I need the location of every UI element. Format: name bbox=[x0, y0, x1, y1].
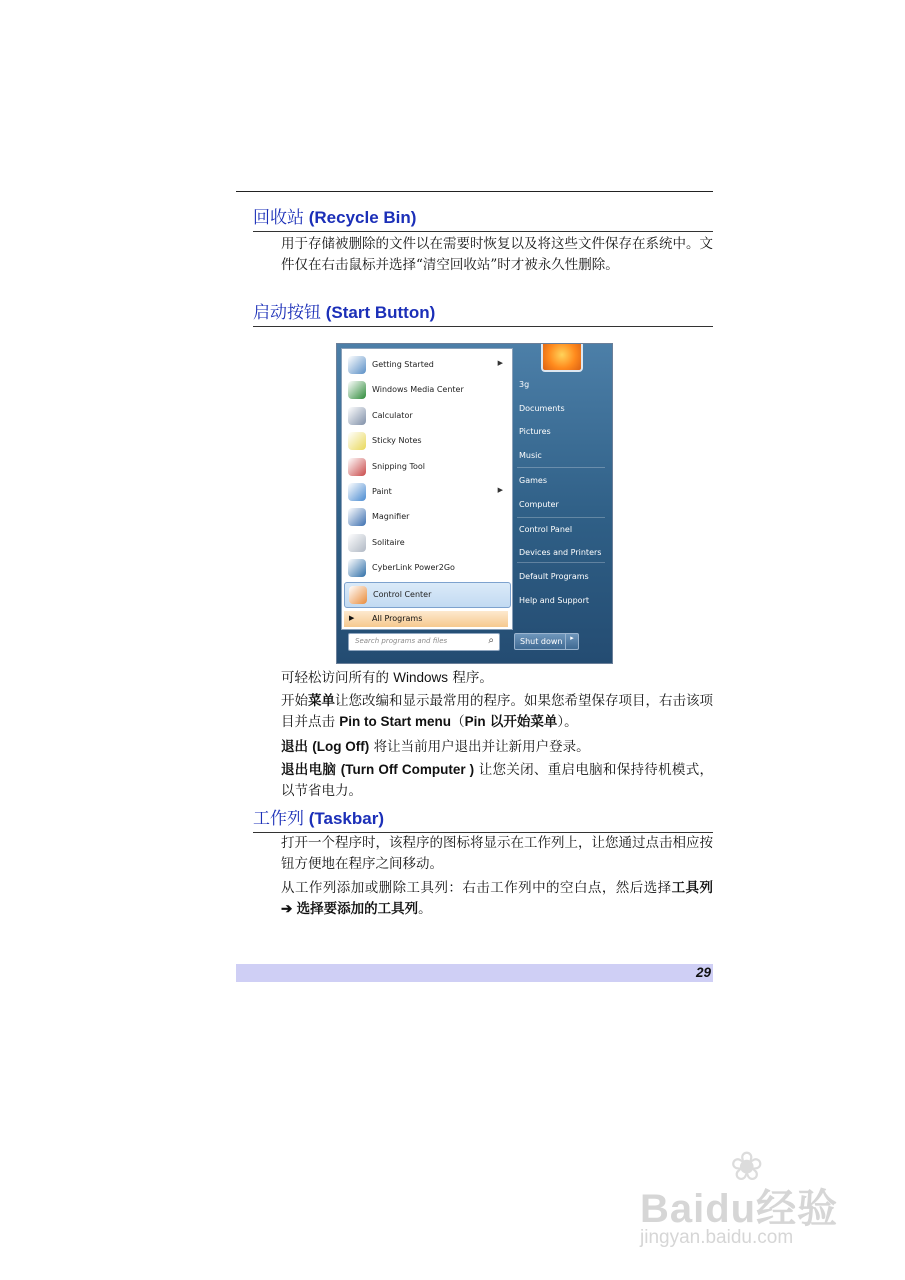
all-programs-label: All Programs bbox=[372, 614, 423, 623]
arrow-icon: ➔ bbox=[281, 900, 293, 917]
all-programs-button[interactable] bbox=[344, 611, 508, 627]
start-menu-programs-pane bbox=[341, 348, 513, 630]
search-placeholder: Search programs and files bbox=[355, 637, 448, 645]
title-cn: 回收站 bbox=[253, 208, 304, 228]
text-cn-end: 程序。 bbox=[452, 670, 493, 686]
baidu-watermark bbox=[640, 1145, 870, 1255]
program-item[interactable] bbox=[344, 378, 509, 402]
scissors-icon bbox=[348, 458, 366, 476]
text-pin: Pin bbox=[464, 713, 486, 729]
title-en: (Taskbar) bbox=[308, 809, 384, 828]
section-title-taskbar bbox=[253, 804, 713, 833]
recycle-bin-description: 用于存储被删除的文件以在需要时恢复以及将这些文件保存在系统中。文件仅在右击鼠标并选择“清空回收站”时才被永久性删除。 bbox=[281, 236, 713, 273]
text-menu-bold: 菜单 bbox=[308, 693, 335, 709]
text-body: 从工作列添加或删除工具列：右击工作列中的空白点，然后选择 bbox=[281, 880, 672, 896]
text-logoff-en: (Log Off) bbox=[312, 739, 370, 754]
shutdown-button[interactable] bbox=[514, 633, 566, 650]
program-label: Calculator bbox=[372, 410, 413, 420]
watermark-brand: Baidu经验 bbox=[640, 1187, 839, 1231]
magnifier-icon bbox=[348, 508, 366, 526]
menu-separator bbox=[517, 467, 605, 468]
program-item[interactable] bbox=[344, 531, 509, 555]
text-body: 让您改编和显示最常用的程序。如果您希望保存项目，右击该项目并点击 bbox=[281, 693, 713, 730]
sticky-notes-icon bbox=[348, 432, 366, 450]
title-cn: 工作列 bbox=[253, 809, 304, 829]
start-right-item[interactable]: Help and Support bbox=[519, 596, 589, 605]
text-pin-cn: 以开始菜单 bbox=[489, 713, 558, 730]
text-logoff-body: 将让当前用户退出并让新用户登录。 bbox=[373, 739, 590, 755]
text-turnoff-en: (Turn Off Computer ) bbox=[340, 762, 475, 777]
text-turnoff-cn: 退出电脑 bbox=[281, 762, 337, 778]
program-label: Windows Media Center bbox=[372, 385, 464, 395]
text-toolbar: 工具列 bbox=[671, 880, 714, 896]
section-title-recycle-bin bbox=[253, 203, 713, 232]
program-item[interactable] bbox=[344, 455, 509, 479]
program-label: Solitaire bbox=[372, 537, 405, 547]
start-paragraph-logoff bbox=[281, 737, 713, 758]
paint-icon bbox=[348, 483, 366, 501]
shutdown-options-arrow-icon[interactable]: ▸ bbox=[565, 633, 579, 650]
taskbar-paragraph-2 bbox=[281, 878, 713, 919]
program-label: Getting Started bbox=[372, 360, 434, 369]
start-paragraph-turnoff bbox=[281, 760, 713, 801]
program-item[interactable] bbox=[344, 556, 509, 580]
calculator-icon bbox=[348, 407, 366, 425]
submenu-arrow-icon: ▶ bbox=[497, 486, 503, 494]
search-programs-input[interactable] bbox=[348, 633, 500, 651]
search-icon: ⌕ bbox=[488, 635, 494, 646]
start-right-item[interactable]: 3g bbox=[519, 380, 530, 389]
cards-icon bbox=[348, 534, 366, 552]
getting-started-icon bbox=[348, 356, 366, 374]
menu-separator bbox=[517, 562, 605, 563]
text-paren-open: （ bbox=[451, 713, 465, 730]
program-item[interactable] bbox=[344, 480, 509, 504]
watermark-url: jingyan.baidu.com bbox=[640, 1227, 794, 1248]
program-label: Sticky Notes bbox=[372, 436, 422, 446]
shutdown-label: Shut down bbox=[520, 637, 563, 646]
start-right-item[interactable]: Pictures bbox=[519, 427, 551, 436]
text-logoff-cn: 退出 bbox=[281, 739, 308, 755]
page-number: 29 bbox=[695, 965, 711, 980]
program-item[interactable] bbox=[344, 582, 511, 608]
text-period: 。 bbox=[418, 900, 432, 917]
start-right-item[interactable]: Default Programs bbox=[519, 572, 589, 581]
user-avatar[interactable] bbox=[541, 343, 583, 372]
footer-bar bbox=[236, 964, 713, 982]
text-pin-to-start: Pin to Start menu bbox=[339, 713, 452, 729]
program-item[interactable] bbox=[344, 429, 509, 453]
taskbar-paragraph-1: 打开一个程序时，该程序的图标将显示在工作列上，让您通过点击相应按钮方便地在程序之间移动。 bbox=[281, 835, 713, 872]
start-paragraph-pin bbox=[281, 691, 713, 732]
start-right-item[interactable]: Games bbox=[519, 476, 547, 485]
hand-icon bbox=[349, 586, 367, 604]
paw-logo-icon: ❀ bbox=[730, 1145, 764, 1189]
start-right-item[interactable]: Control Panel bbox=[519, 525, 573, 534]
submenu-arrow-icon: ▶ bbox=[497, 359, 503, 367]
text-windows: Windows bbox=[393, 670, 449, 685]
program-label: Magnifier bbox=[372, 512, 410, 522]
program-item[interactable] bbox=[344, 505, 509, 529]
start-right-item[interactable]: Documents bbox=[519, 404, 565, 413]
program-item[interactable] bbox=[344, 353, 509, 377]
start-line-1 bbox=[281, 668, 713, 689]
start-right-item[interactable]: Devices and Printers bbox=[519, 548, 602, 557]
title-en: (Recycle Bin) bbox=[308, 208, 417, 227]
text-paren-close: ）。 bbox=[557, 713, 578, 730]
disc-icon bbox=[348, 559, 366, 577]
title-en: (Start Button) bbox=[325, 303, 436, 322]
program-label: CyberLink Power2Go bbox=[372, 563, 455, 573]
program-label: Snipping Tool bbox=[372, 461, 425, 471]
text-start: 开始 bbox=[281, 693, 308, 709]
program-label: Paint bbox=[372, 487, 392, 496]
text-select-toolbar: 选择要添加的工具列 bbox=[296, 900, 419, 917]
all-programs-arrow-icon: ▶ bbox=[349, 614, 355, 622]
text-turnoff-body: 让您关闭、重启电脑和保持待机模式，以节省电力。 bbox=[281, 762, 713, 799]
title-cn: 启动按钮 bbox=[253, 303, 321, 323]
start-menu-screenshot bbox=[336, 343, 613, 664]
program-label: Control Center bbox=[373, 589, 432, 599]
start-right-item[interactable]: Computer bbox=[519, 500, 559, 509]
section-title-start-button bbox=[253, 298, 713, 327]
program-item[interactable] bbox=[344, 404, 509, 428]
menu-separator bbox=[517, 517, 605, 518]
start-right-item[interactable]: Music bbox=[519, 451, 542, 460]
text-cn: 可轻松访问所有的 bbox=[281, 670, 389, 686]
top-rule bbox=[236, 191, 713, 192]
media-center-icon bbox=[348, 381, 366, 399]
